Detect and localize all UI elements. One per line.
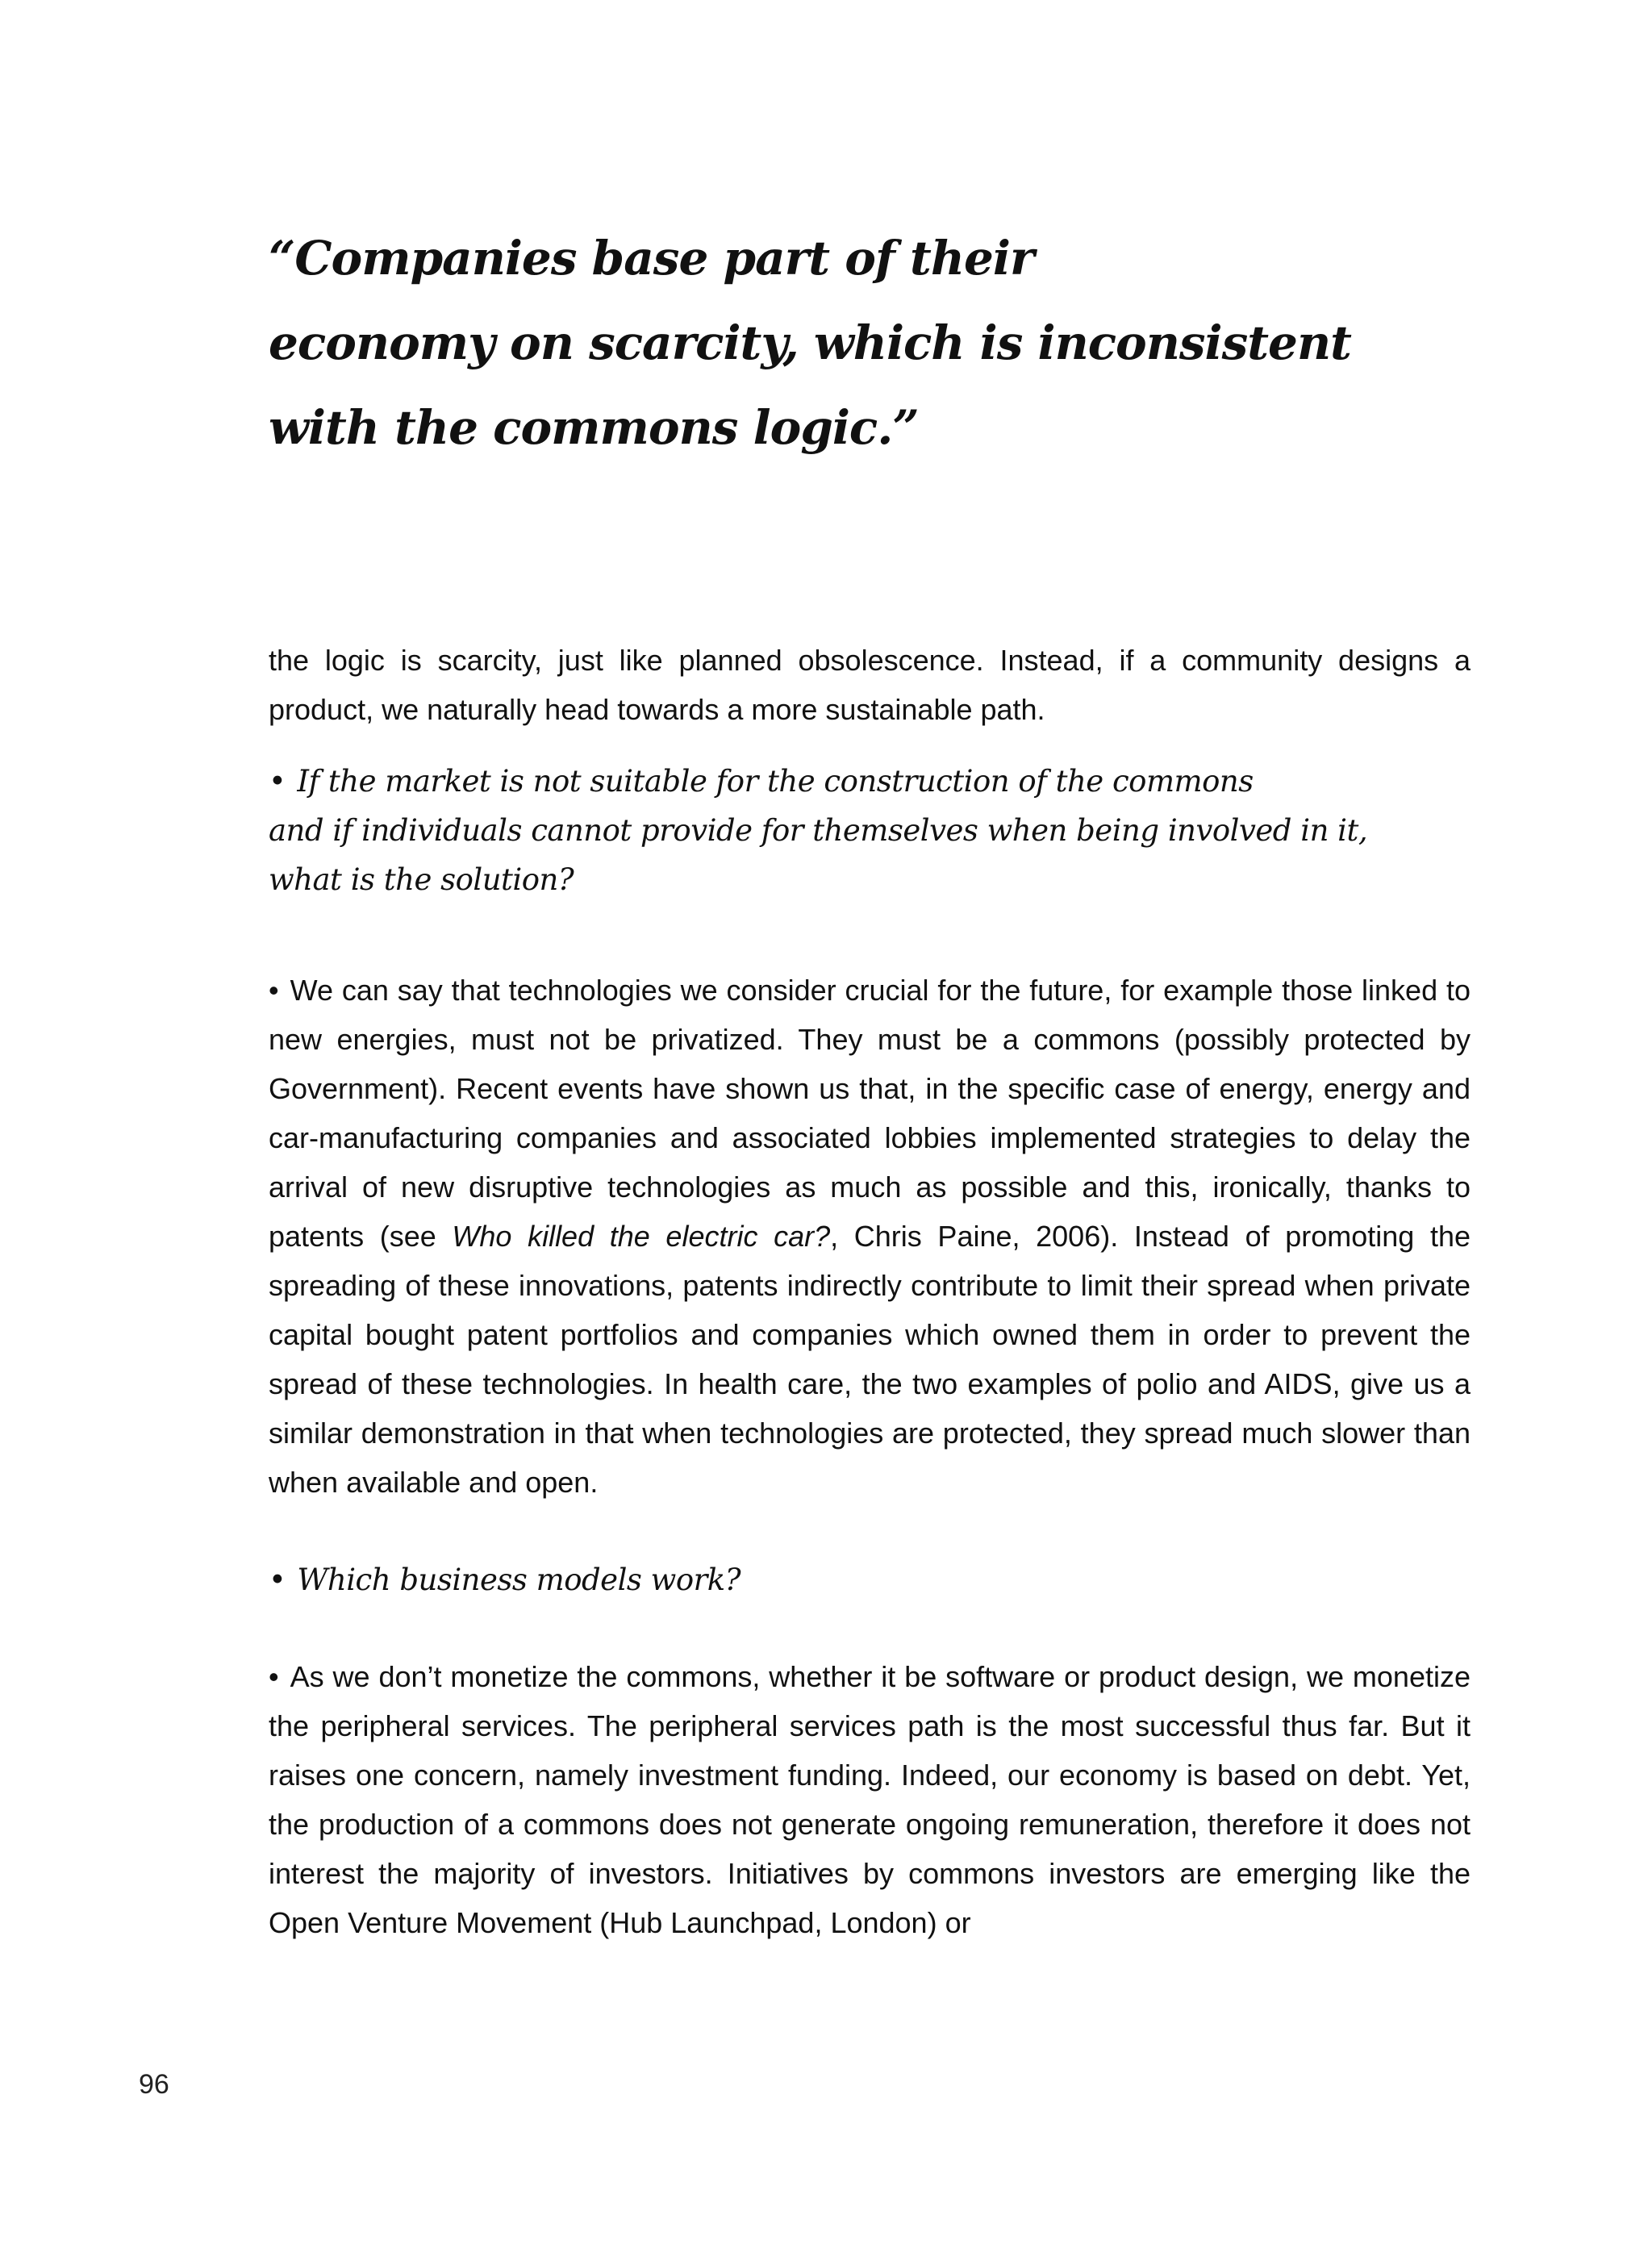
interview-answer-1 (269, 966, 1471, 1507)
question-line: • If the market is not suitable for the construction of the commons (269, 764, 1254, 799)
answer-text: , Chris Paine, 2006). Instead of promoting the spreading of these innovations, patents indirectly contribute to limit their spread when private capital bought patent portfolios and companies which owned them in order to prevent the spread of these technologies. In health care, the two examples of polio and AIDS, give us a similar demonstration in that when technologies are protected, they spread much slower than when available and open. (269, 1220, 1471, 1499)
answer-text: As we don’t monetize the commons, whether it be software or product design, we monetize the peripheral services. The peripheral services path is the most successful thus far. But it raises one concern, namely investment funding. Indeed, our economy is based on debt. Yet, the production of a commons does not generate ongoing remuneration, therefore it does not interest the majority of investors. Initiatives by commons investors are emerging like the Open Venture Movement (Hub Launchpad, London) or (269, 1660, 1471, 1939)
pull-quote (269, 216, 1398, 470)
pull-quote-line: “Companies base part of their (269, 231, 1034, 286)
bullet: • (269, 764, 286, 799)
bullet: • (269, 1562, 286, 1597)
question-line: and if individuals cannot provide for themselves when being involved in it, (269, 813, 1368, 848)
film-title: Who killed the electric car? (452, 1220, 831, 1253)
question-line: • Which business models work? (269, 1562, 741, 1597)
interview-question-2 (269, 1555, 1471, 1604)
pull-quote-line: with the commons logic.” (269, 400, 919, 455)
interview-question-1 (269, 757, 1471, 904)
pull-quote-line: economy on scarcity, which is inconsistent (269, 315, 1351, 370)
page-number: 96 (139, 2069, 169, 2100)
bullet: • (269, 974, 279, 1007)
paragraph-intro: the logic is scarcity, just like planned obsolescence. Instead, if a community designs a product, we naturally head towards a more sustainable path. (269, 644, 1471, 726)
question-line: what is the solution? (269, 862, 574, 897)
bullet: • (269, 1660, 279, 1693)
answer-text: We can say that technologies we consider crucial for the future, for example those linked to new energies, must not be privatized. They must be a commons (possibly protected by Government). Recent events have shown us that, in the specific case of energy, energy and car-manufacturing companies and associated lobbies implemented strategies to delay the arrival of new disruptive technologies as much as possible and this, ironically, thanks to patents (see (269, 974, 1471, 1253)
interview-answer-2 (269, 1652, 1471, 1947)
